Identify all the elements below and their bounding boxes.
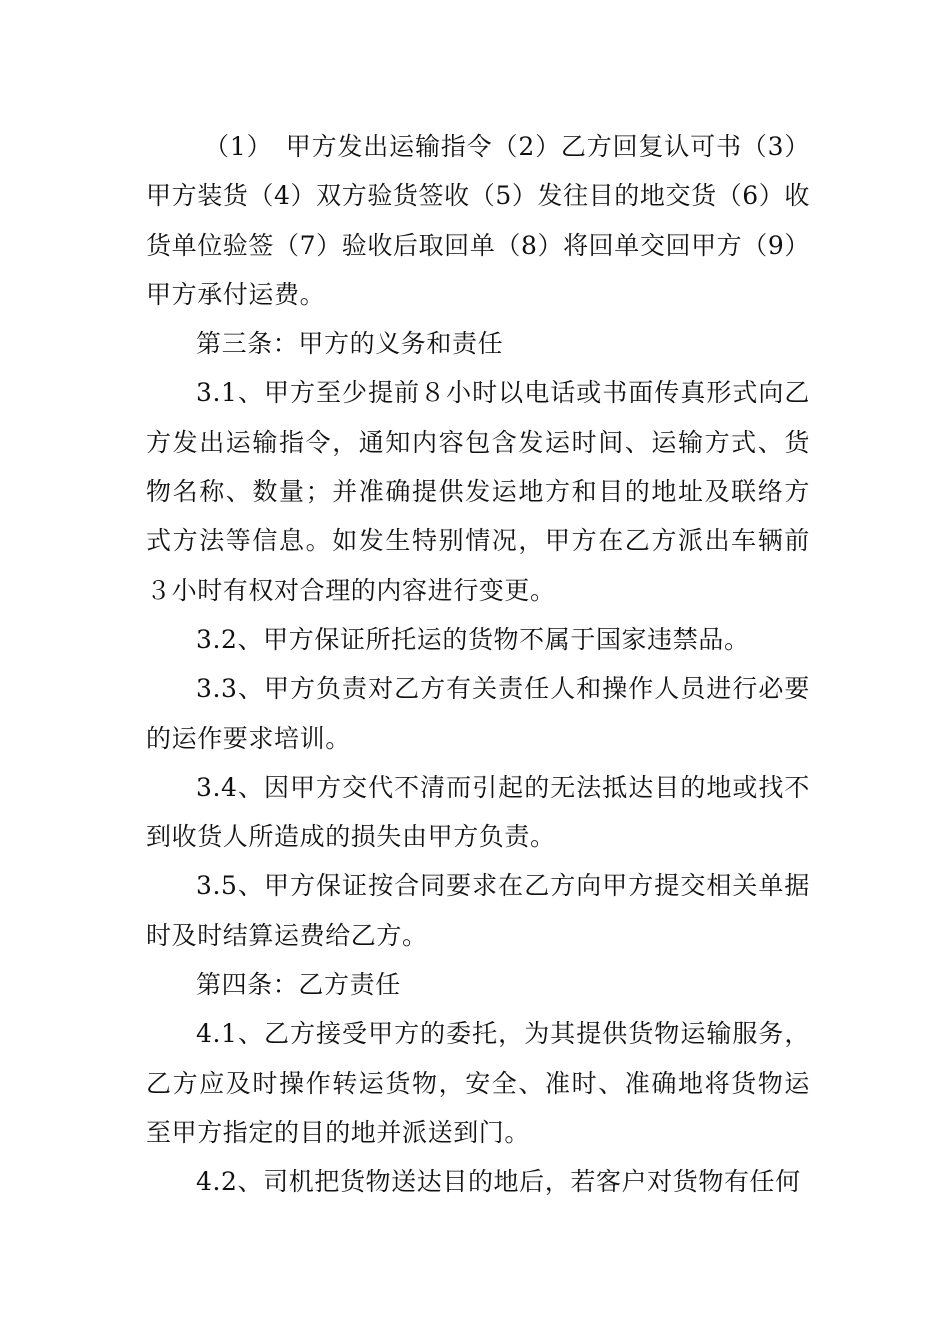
paragraph-3-5: 3.5、甲方保证按合同要求在乙方向甲方提交相关单据时及时结算运费给乙方。 [146, 871, 810, 950]
paragraph-3-2: 3.2、甲方保证所托运的货物不属于国家违禁品。 [196, 624, 750, 654]
paragraph-3-1: 3.1、甲方至少提前８小时以电话或书面传真形式向乙方发出运输指令，通知内容包含发运时间、运输方式、货物名称、数量；并准确提供发运地方和目的地址及联络方式方法等信息。如发生特别情况，甲方在乙方派出车辆前３小时有权对合理的内容进行变更。 [146, 378, 810, 605]
heading-article-3: 第三条：甲方的义务和责任 [196, 329, 504, 359]
paragraph-3-3: 3.3、甲方负责对乙方有关责任人和操作人员进行必要的运作要求培训。 [146, 674, 810, 753]
heading-article-4: 第四条：乙方责任 [196, 970, 401, 1000]
paragraph-process-steps: （1） 甲方发出运输指令（2）乙方回复认可书（3）甲方装货（4）双方验货签收（5）发往目的地交货（6）收货单位验签（7）验收后取回单（8）将回单交回甲方（9）甲方承付运费。 [146, 132, 810, 309]
paragraph-3-4: 3.4、因甲方交代不清而引起的无法抵达目的地或找不到收货人所造成的损失由甲方负责。 [146, 772, 810, 852]
paragraph-4-2: 4.2、司机把货物送达目的地后，若客户对货物有任何 [196, 1167, 801, 1197]
paragraph-4-1: 4.1、乙方接受甲方的委托，为其提供货物运输服务，乙方应及时操作转运货物，安全、准时、准确地将货物运至甲方指定的目的地并派送到门。 [146, 1019, 810, 1147]
document-body [146, 122, 810, 1207]
